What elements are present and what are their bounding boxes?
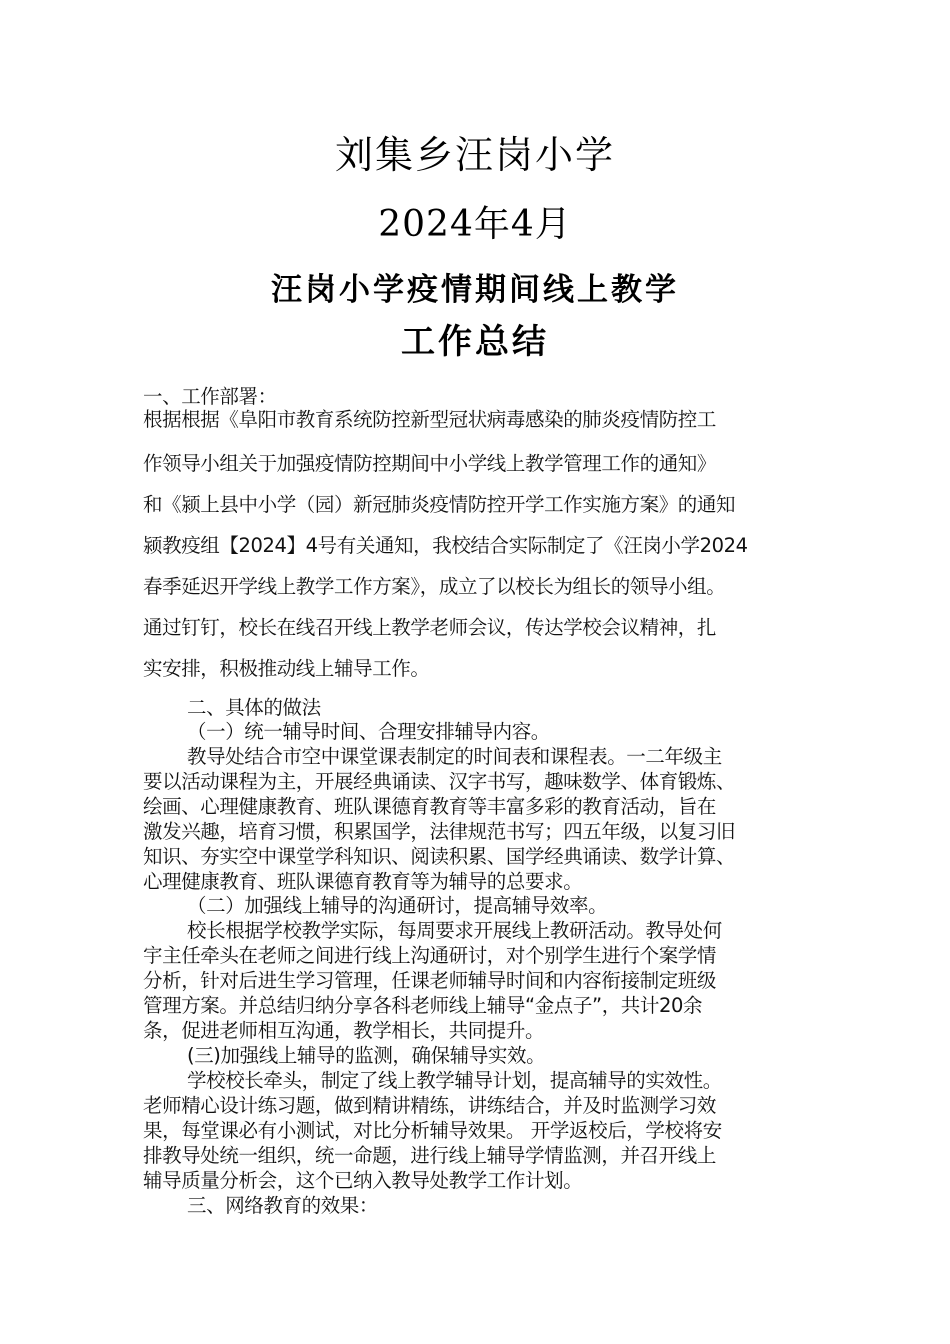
paragraph-line: 校长根据学校教学实际，每周要求开展线上教研活动。教导处何 xyxy=(187,919,722,942)
school-name: 刘集乡汪岗小学 xyxy=(334,133,615,177)
subsection3-heading: (三)加强线上辅导的监测，确保辅导实效。 xyxy=(187,1044,546,1067)
paragraph-line: 知识、夯实空中课堂学科知识、阅读积累、国学经典诵读、数学计算、 xyxy=(143,845,736,868)
paragraph-line: 管理方案。并总结归纳分享各科老师线上辅导“金点子”，共计20余 xyxy=(143,994,703,1017)
section1-line: 根据根据《阜阳市教育系统防控新型冠状病毒感染的肺炎疫情防控工 xyxy=(143,408,717,431)
section3-heading: 三、网络教育的效果： xyxy=(187,1194,379,1217)
paragraph-line: 排教导处统一组织，统一命题，进行线上辅导学情监测，并召开线上 xyxy=(143,1144,717,1167)
section1-line: 通过钉钉，校长在线召开线上教学老师会议，传达学校会议精神，扎 xyxy=(143,616,717,639)
section1-line: 和《颍上县中小学（园）新冠肺炎疫情防控开学工作实施方案》的通知 xyxy=(143,493,736,516)
paragraph-line: 激发兴趣，培育习惯，积累国学，法律规范书写；四五年级，以复习旧 xyxy=(143,820,736,843)
paragraph-line: 辅导质量分析会，这个已纳入教导处教学工作计划。 xyxy=(143,1169,583,1192)
paragraph-line: 要以活动课程为主，开展经典诵读、汉字书写，趣味数学、体育锻炼、 xyxy=(143,770,736,793)
subsection1-heading: （一）统一辅导时间、合理安排辅导内容。 xyxy=(187,720,550,743)
paragraph-line: 果，每堂课必有小测试，对比分析辅导效果。 开学返校后，学校将安 xyxy=(143,1119,722,1142)
section1-line: 颍教疫组【2024】4号有关通知，我校结合实际制定了《汪岗小学2024 xyxy=(143,534,748,557)
paragraph-line: 心理健康教育、班队课德育教育等为辅导的总要求。 xyxy=(143,870,583,893)
report-subtitle: 工作总结 xyxy=(401,322,549,362)
section1-line: 春季延迟开学线上教学工作方案》，成立了以校长为组长的领导小组。 xyxy=(143,575,726,598)
paragraph-line: 分析，针对后进生学习管理，任课老师辅导时间和内容衔接制定班级 xyxy=(143,969,717,992)
section1-heading: 一、工作部署： xyxy=(143,385,277,408)
paragraph-line: 宇主任牵头在老师之间进行线上沟通研讨，对个别学生进行个案学情 xyxy=(143,944,717,967)
subsection2-heading: （二）加强线上辅导的沟通研讨，提高辅导效率。 xyxy=(187,894,608,917)
paragraph-line: 教导处结合市空中课堂课表制定的时间表和课程表。一二年级主 xyxy=(187,745,722,768)
report-date: 2024年4月 xyxy=(378,204,572,245)
section1-line: 实安排，积极推动线上辅导工作。 xyxy=(143,657,430,680)
paragraph-line: 学校校长牵头，制定了线上教学辅导计划，提高辅导的实效性。 xyxy=(187,1069,722,1092)
paragraph-line: 绘画、心理健康教育、班队课德育教育等丰富多彩的教育活动，旨在 xyxy=(143,795,717,818)
paragraph-line: 老师精心设计练习题，做到精讲精练，讲练结合，并及时监测学习效 xyxy=(143,1094,717,1117)
section2-heading: 二、具体的做法 xyxy=(187,696,321,719)
report-title: 汪岗小学疫情期间线上教学 xyxy=(271,272,679,308)
section1-line: 作领导小组关于加强疫情防控期间中小学线上教学管理工作的通知》 xyxy=(143,452,717,475)
paragraph-line: 条，促进老师相互沟通，教学相长，共同提升。 xyxy=(143,1019,545,1042)
